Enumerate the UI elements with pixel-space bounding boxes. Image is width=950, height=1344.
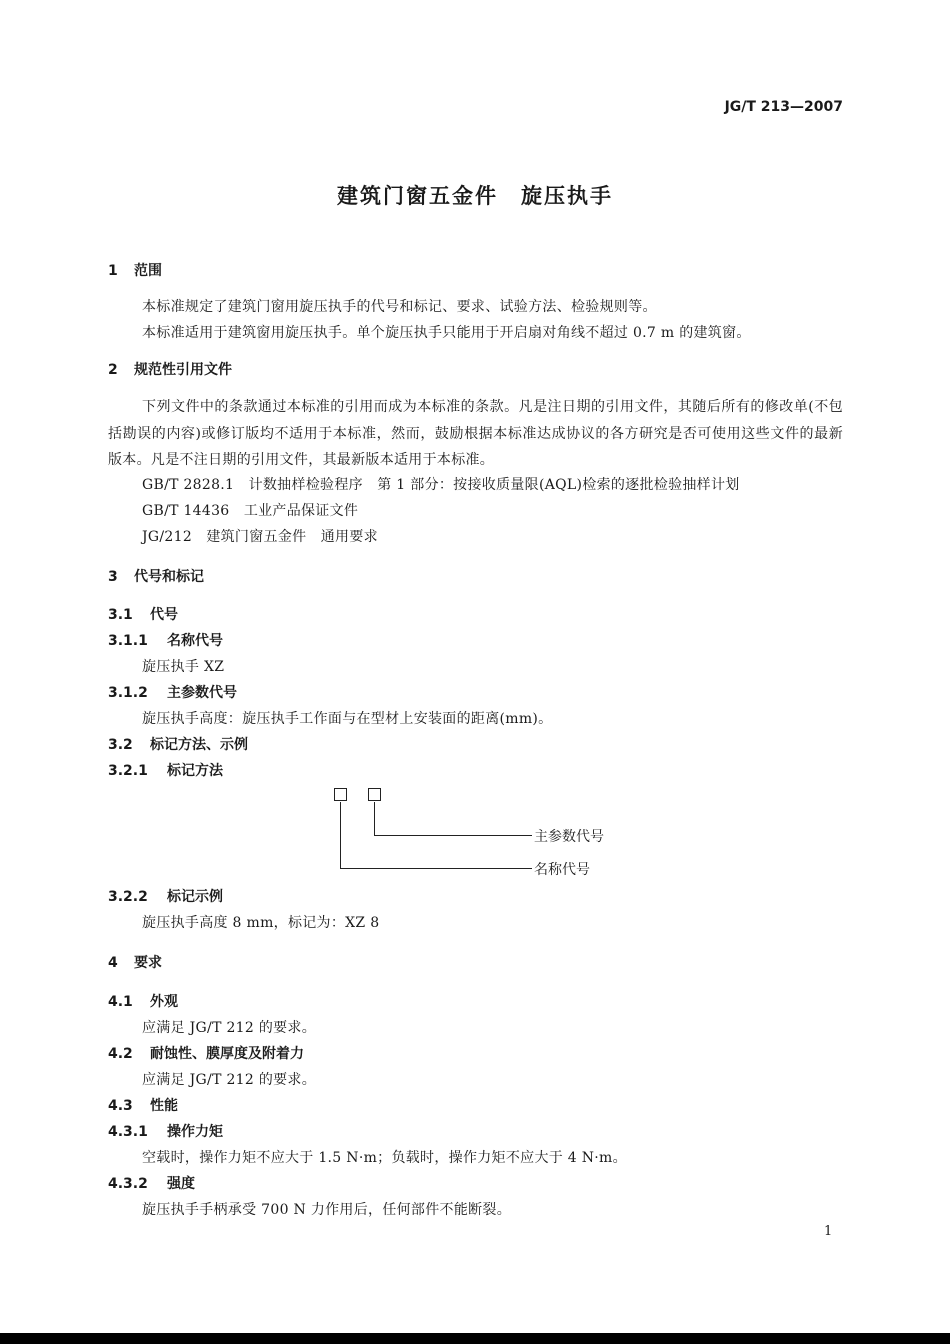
section-number: 4.3 <box>108 1098 133 1114</box>
section-4-3-heading <box>108 1095 178 1115</box>
section-4-heading <box>108 952 162 972</box>
name-code-box <box>334 788 347 801</box>
section-title: 要求 <box>134 955 162 971</box>
section-number: 3.2 <box>108 737 133 753</box>
section-4-1-heading <box>108 991 178 1011</box>
section-number: 4.3.2 <box>108 1176 148 1192</box>
section-number: 4 <box>108 955 118 971</box>
section-number: 3.1.1 <box>108 633 148 649</box>
section-3-heading <box>108 566 204 586</box>
section-4-2-heading <box>108 1043 304 1063</box>
section-3-1-2-heading <box>108 682 237 702</box>
section-title: 代号和标记 <box>134 569 204 585</box>
section-4-3-2-heading <box>108 1173 195 1193</box>
leader-line <box>340 868 532 869</box>
section-3-2-1-heading <box>108 760 223 780</box>
section-3-1-heading <box>108 604 178 624</box>
section-1-heading <box>108 260 162 280</box>
leader-line <box>374 802 375 835</box>
section-3-1-2-text: 旋压执手高度：旋压执手工作面与在型材上安装面的距离(mm)。 <box>142 711 553 727</box>
section-title: 范围 <box>134 263 162 279</box>
section-title: 外观 <box>150 994 178 1010</box>
section-4-3-1-heading <box>108 1121 223 1141</box>
section-number: 4.3.1 <box>108 1124 148 1140</box>
section-title: 名称代号 <box>167 633 223 649</box>
section-3-2-2-heading <box>108 886 223 906</box>
name-code-label: 名称代号 <box>534 862 590 878</box>
section-4-3-2-text: 旋压执手手柄承受 700 N 力作用后，任何部件不能断裂。 <box>142 1202 512 1218</box>
section-number: 1 <box>108 263 118 279</box>
section-title: 规范性引用文件 <box>134 362 232 378</box>
section-title: 强度 <box>167 1176 195 1192</box>
section-2-paragraph: 下列文件中的条款通过本标准的引用而成为本标准的条款。凡是注日期的引用文件，其随后所有的修改单(不包括勘误的内容)或修订版均不适用于本标准，然而，鼓励根据本标准达成协议的各方研究是否可使用这些文件的最新版本。凡是不注日期的引用文件，其最新版本适用于本标准。 <box>108 399 843 468</box>
section-title: 标记方法 <box>167 763 223 779</box>
reference-item: GB/T 14436 工业产品保证文件 <box>142 503 359 519</box>
main-param-label: 主参数代号 <box>534 829 604 845</box>
section-2-heading <box>108 359 232 379</box>
section-number: 4.2 <box>108 1046 133 1062</box>
section-1-paragraph-2: 本标准适用于建筑窗用旋压执手。单个旋压执手只能用于开启扇对角线不超过 0.7 m 的建筑窗。 <box>142 325 751 341</box>
page-number: 1 <box>824 1224 833 1239</box>
leader-line <box>374 835 532 836</box>
standard-code: JG/T 213—2007 <box>724 99 843 115</box>
section-3-2-heading <box>108 734 248 754</box>
reference-item: GB/T 2828.1 计数抽样检验程序 第 1 部分：按接收质量限(AQL)检索的逐批检验抽样计划 <box>142 477 740 493</box>
section-title: 代号 <box>150 607 178 623</box>
section-number: 3 <box>108 569 118 585</box>
section-number: 3.1 <box>108 607 133 623</box>
section-title: 标记方法、示例 <box>150 737 248 753</box>
section-number: 3.2.2 <box>108 889 148 905</box>
section-3-2-2-text: 旋压执手高度 8 mm，标记为：XZ 8 <box>142 915 380 931</box>
leader-line <box>340 802 341 869</box>
section-title: 标记示例 <box>167 889 223 905</box>
section-1-paragraph-1: 本标准规定了建筑门窗用旋压执手的代号和标记、要求、试验方法、检验规则等。 <box>142 299 657 315</box>
section-title: 性能 <box>150 1098 178 1114</box>
bottom-border <box>0 1333 950 1344</box>
section-title: 耐蚀性、膜厚度及附着力 <box>150 1046 304 1062</box>
reference-item: JG/212 建筑门窗五金件 通用要求 <box>142 529 378 545</box>
document-title: 建筑门窗五金件 旋压执手 <box>337 184 613 208</box>
section-title: 操作力矩 <box>167 1124 223 1140</box>
section-title: 主参数代号 <box>167 685 237 701</box>
section-number: 3.1.2 <box>108 685 148 701</box>
section-number: 2 <box>108 362 118 378</box>
section-4-3-1-text: 空载时，操作力矩不应大于 1.5 N·m；负载时，操作力矩不应大于 4 N·m。 <box>142 1150 627 1166</box>
section-3-1-1-text: 旋压执手 XZ <box>142 659 225 675</box>
section-4-1-text: 应满足 JG/T 212 的要求。 <box>142 1020 317 1036</box>
section-4-2-text: 应满足 JG/T 212 的要求。 <box>142 1072 317 1088</box>
main-param-box <box>368 788 381 801</box>
section-number: 4.1 <box>108 994 133 1010</box>
section-number: 3.2.1 <box>108 763 148 779</box>
section-3-1-1-heading <box>108 630 223 650</box>
